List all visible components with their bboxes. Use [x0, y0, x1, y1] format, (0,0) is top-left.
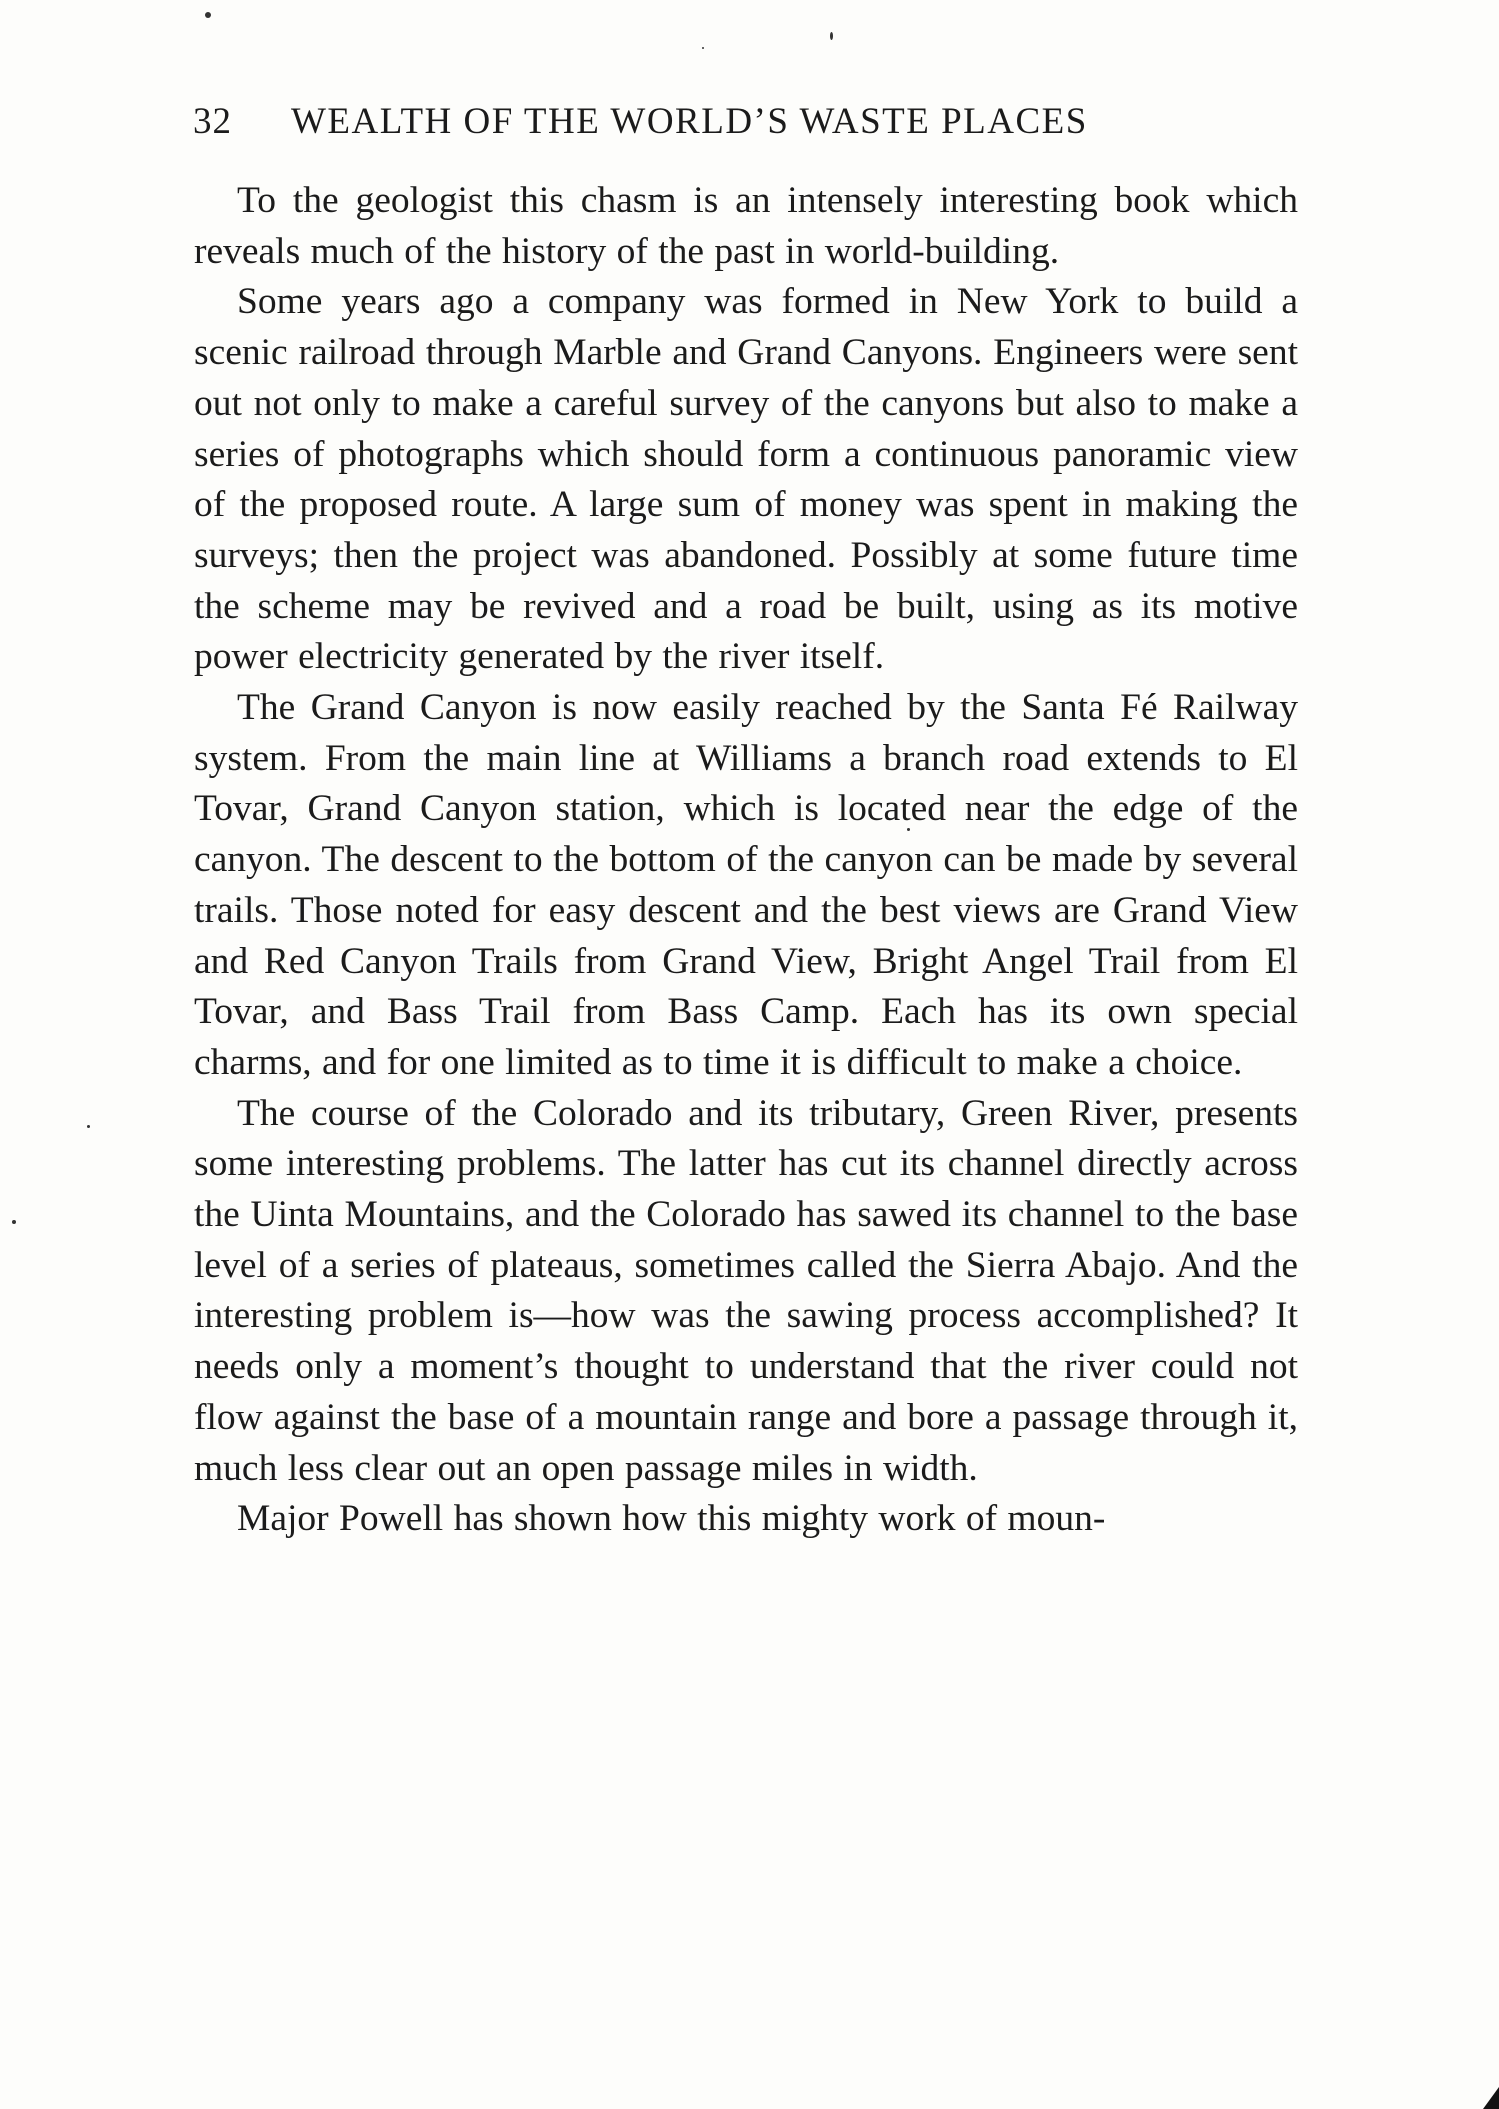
paragraph: Major Powell has shown how this mighty work of moun- — [237, 1498, 1106, 1540]
scan-speck — [12, 1220, 16, 1224]
paragraph: Some years ago a company was formed in New York to build a scenic railroad through Marble and Grand Canyons. Engineers were sent out not only to make a careful survey of the canyons but also to make a series of photographs which should form a continuous panoramic view of the proposed route. A large sum of money was spent in making the surveys; then the project was abandoned. Possibly at some future time the scheme may be revived and a road be built, using as its motive power electricity generated by the river itself. — [194, 281, 1298, 678]
body-text — [194, 176, 1298, 1545]
paragraph: The Grand Canyon is now easily reached by the Santa Fé Railway system. From the main line at Williams a branch road extends to El Tovar, Grand Canyon station, which is located near the edge of the canyon. The descent to the bottom of the canyon can be made by several trails. Those noted for easy descent and the best views are Grand View and Red Canyon Trails from Grand View, Bright Angel Trail from El Tovar, and Bass Trail from Bass Camp. Each has its own special charms, and for one limited as to time it is difficult to make a choice. — [194, 687, 1298, 1083]
page-header — [193, 100, 1308, 154]
corner-scan-mark — [1483, 2087, 1499, 2109]
running-head: WEALTH OF THE WORLD’S WASTE PLACES — [291, 101, 1088, 142]
paragraph: To the geologist this chasm is an intensely interesting book which reveals much of the history of the past in world-building. — [194, 180, 1298, 272]
paragraph: The course of the Colorado and its tributary, Green River, presents some interesting problems. The latter has cut its channel directly across the Uinta Mountains, and the Colorado has sawed its channel to the base level of a series of plateaus, sometimes called the Sierra Abajo. And the interesting problem is—how was the sawing process accomplished? It needs only a moment’s thought to understand that the river could not flow against the base of a mountain range and bore a passage through it, much less clear out an open passage miles in width. — [194, 1092, 1298, 1489]
scan-speck — [830, 32, 833, 40]
scan-speck — [87, 1125, 90, 1128]
scan-speck — [702, 47, 704, 49]
scan-speck — [205, 12, 211, 18]
page-number: 32 — [193, 101, 232, 142]
